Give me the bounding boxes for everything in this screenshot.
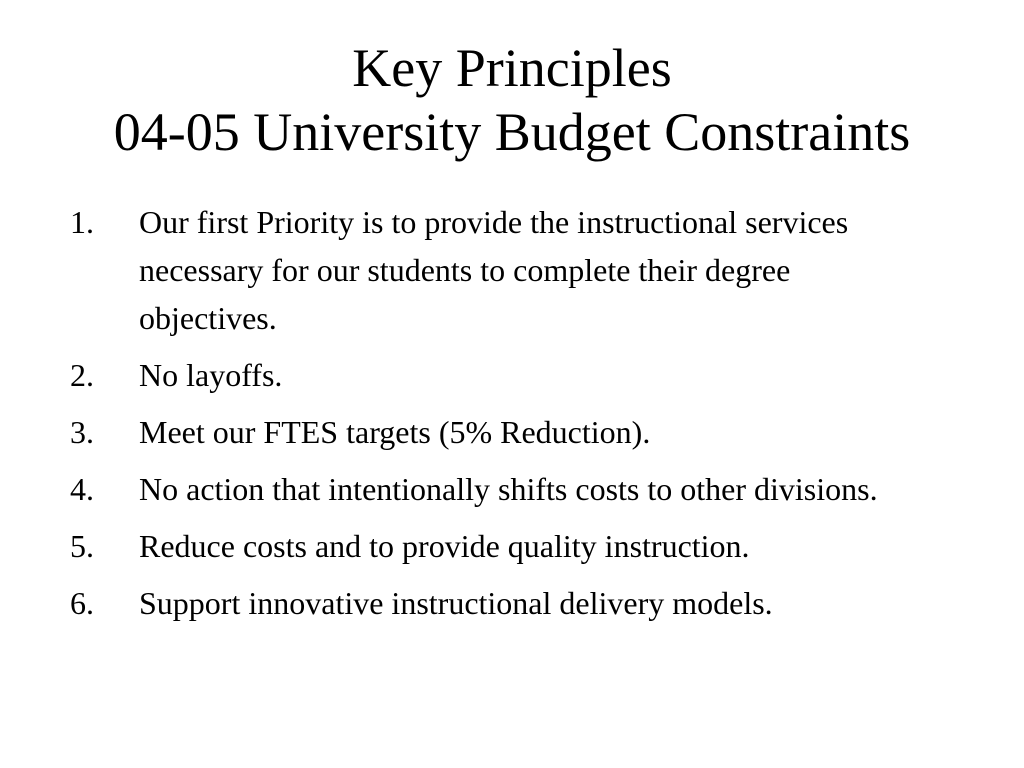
principle-item-6 (70, 579, 950, 627)
principle-text: No layoffs. (139, 357, 283, 393)
principle-item-5 (70, 522, 950, 570)
principle-text: No action that intentionally shifts costs to other divisions. (139, 471, 878, 507)
principle-item-4 (70, 465, 950, 513)
principle-number: 3. (70, 414, 94, 450)
principle-item-3 (70, 408, 950, 456)
principle-number: 5. (70, 528, 94, 564)
slide-subtitle: 04-05 University Budget Constraints (113, 102, 911, 162)
title-block (0, 36, 1024, 164)
principles-list (70, 198, 950, 636)
principle-number: 1. (70, 204, 94, 240)
principle-number: 6. (70, 585, 94, 621)
principle-item-1 (70, 198, 950, 342)
slide-title: Key Principles (352, 38, 672, 98)
principle-item-2 (70, 351, 950, 399)
principle-text: Reduce costs and to provide quality instruction. (139, 528, 750, 564)
principle-text: Support innovative instructional delivery models. (139, 585, 773, 621)
principle-text: Our first Priority is to provide the instructional services necessary for our students to complete their degree objectives. (139, 204, 849, 336)
principle-number: 4. (70, 471, 94, 507)
principle-text: Meet our FTES targets (5% Reduction). (139, 414, 651, 450)
principle-number: 2. (70, 357, 94, 393)
